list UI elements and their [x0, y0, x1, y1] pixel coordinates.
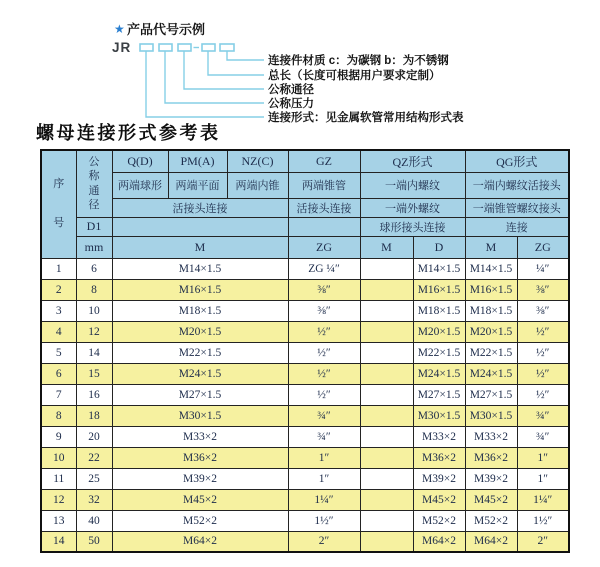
qg-m-cell: M20×1.5 [465, 321, 517, 342]
qg-m-cell: M16×1.5 [465, 279, 517, 300]
dn-cell: 25 [76, 468, 112, 489]
qg-zg-cell: ¾″ [517, 426, 569, 447]
qz-d-cell: M22×1.5 [413, 342, 465, 363]
qg-m-cell: M36×2 [465, 447, 517, 468]
qz-m-cell [360, 447, 413, 468]
zg-cell: ½″ [288, 321, 360, 342]
header-qz-row4: 球形接头连接 [360, 217, 465, 236]
header-qg-row2: 一端内螺纹活接头 [465, 172, 569, 198]
qz-m-cell [360, 468, 413, 489]
leader-line-length [208, 51, 264, 75]
qz-d-cell: M14×1.5 [413, 258, 465, 279]
header-gz-unit: ZG [288, 236, 360, 258]
qz-m-cell [360, 531, 413, 552]
header-qg-u1: M [465, 236, 517, 258]
zg-cell: 1″ [288, 468, 360, 489]
qz-m-cell [360, 489, 413, 510]
qg-zg-cell: ⅜″ [517, 279, 569, 300]
qz-m-cell [360, 384, 413, 405]
label-pressure: 公称压力 [268, 98, 314, 110]
header-qg-row4: 连接 [465, 217, 569, 236]
seq-cell: 6 [41, 363, 76, 384]
seq-cell: 8 [41, 405, 76, 426]
table-row [41, 531, 569, 552]
m-thread-cell: M52×2 [112, 510, 288, 531]
qz-d-cell: M18×1.5 [413, 300, 465, 321]
seq-cell: 12 [41, 489, 76, 510]
qz-d-cell: M64×2 [413, 531, 465, 552]
table-row [41, 363, 569, 384]
dn-cell: 32 [76, 489, 112, 510]
qg-zg-cell: ¼″ [517, 258, 569, 279]
header-d1: D1 [76, 217, 112, 236]
zg-cell: ½″ [288, 342, 360, 363]
leader-line-material [227, 51, 264, 60]
qg-m-cell: M45×2 [465, 489, 517, 510]
qg-zg-cell: ½″ [517, 363, 569, 384]
header-qg-row3: 一端锥管螺纹接头 [465, 198, 569, 217]
qz-d-cell: M20×1.5 [413, 321, 465, 342]
header-qg-code: QG形式 [465, 150, 569, 172]
dn-cell: 8 [76, 279, 112, 300]
qz-m-cell [360, 510, 413, 531]
header-pm-ends: 两端平面 [168, 172, 227, 198]
header-gz-code: GZ [288, 150, 360, 172]
qz-d-cell: M30×1.5 [413, 405, 465, 426]
dn-cell: 14 [76, 342, 112, 363]
code-box-4 [202, 44, 215, 51]
table-row [41, 279, 569, 300]
qg-zg-cell: ½″ [517, 384, 569, 405]
qz-m-cell [360, 300, 413, 321]
qz-m-cell [360, 258, 413, 279]
dn-cell: 16 [76, 384, 112, 405]
m-thread-cell: M20×1.5 [112, 321, 288, 342]
table-row [41, 489, 569, 510]
qz-d-cell: M52×2 [413, 510, 465, 531]
seq-cell: 4 [41, 321, 76, 342]
header-qz-row3: 一端外螺纹 [360, 198, 465, 217]
m-thread-cell: M39×2 [112, 468, 288, 489]
header-dn: 公称通径 [76, 150, 112, 217]
qz-m-cell [360, 405, 413, 426]
zg-cell: ¾″ [288, 426, 360, 447]
dn-cell: 15 [76, 363, 112, 384]
header-gz-conn: 活接头连接 [288, 198, 360, 217]
seq-cell: 9 [41, 426, 76, 447]
header-m-unit: M [112, 236, 288, 258]
table-row [41, 321, 569, 342]
header-seq: 序号 [41, 150, 76, 258]
m-thread-cell: M33×2 [112, 426, 288, 447]
m-thread-cell: M45×2 [112, 489, 288, 510]
seq-cell: 2 [41, 279, 76, 300]
seq-cell: 3 [41, 300, 76, 321]
table-row [41, 468, 569, 489]
qg-zg-cell: ¾″ [517, 405, 569, 426]
header-qz-code: QZ形式 [360, 150, 465, 172]
zg-cell: ZG ¼″ [288, 258, 360, 279]
nut-connection-table [40, 149, 570, 553]
table-row [41, 447, 569, 468]
zg-cell: ½″ [288, 384, 360, 405]
qz-m-cell [360, 279, 413, 300]
header-q-code: Q(D) [112, 150, 168, 172]
m-thread-cell: M36×2 [112, 447, 288, 468]
dn-cell: 18 [76, 405, 112, 426]
dn-cell: 22 [76, 447, 112, 468]
zg-cell: ½″ [288, 363, 360, 384]
m-thread-cell: M22×1.5 [112, 342, 288, 363]
qz-d-cell: M39×2 [413, 468, 465, 489]
zg-cell: ¾″ [288, 405, 360, 426]
qz-m-cell [360, 342, 413, 363]
qg-m-cell: M64×2 [465, 531, 517, 552]
zg-cell: 2″ [288, 531, 360, 552]
code-box-2 [159, 44, 172, 51]
leader-line-pressure [165, 51, 264, 103]
table-row [41, 510, 569, 531]
label-material: 连接件材质 c：为碳钢 b：为不锈钢 [268, 55, 449, 67]
diagram-heading: 产品代号示例 [127, 22, 206, 37]
qg-zg-cell: 2″ [517, 531, 569, 552]
m-thread-cell: M24×1.5 [112, 363, 288, 384]
header-qz-u1: M [360, 236, 413, 258]
qz-m-cell [360, 321, 413, 342]
table-row [41, 342, 569, 363]
seq-cell: 11 [41, 468, 76, 489]
zg-cell: 1″ [288, 447, 360, 468]
table-row [41, 405, 569, 426]
qz-d-cell: M24×1.5 [413, 363, 465, 384]
label-length: 总长（长度可根据用户要求定制） [268, 70, 441, 82]
qz-d-cell: M33×2 [413, 426, 465, 447]
dn-cell: 6 [76, 258, 112, 279]
leader-line-diameter [184, 51, 264, 89]
seq-cell: 13 [41, 510, 76, 531]
table-row [41, 384, 569, 405]
qg-m-cell: M33×2 [465, 426, 517, 447]
header-mm: mm [76, 236, 112, 258]
zg-cell: ⅜″ [288, 279, 360, 300]
table-row [41, 426, 569, 447]
qg-zg-cell: 1¼″ [517, 489, 569, 510]
qz-d-cell: M45×2 [413, 489, 465, 510]
zg-cell: 1¼″ [288, 489, 360, 510]
dn-cell: 12 [76, 321, 112, 342]
m-thread-cell: M18×1.5 [112, 300, 288, 321]
header-blank-qpn [112, 217, 288, 236]
dn-cell: 50 [76, 531, 112, 552]
header-nz-ends: 两端内锥 [227, 172, 288, 198]
code-prefix: JR [112, 40, 132, 55]
m-thread-cell: M27×1.5 [112, 384, 288, 405]
code-box-5 [220, 44, 234, 51]
seq-cell: 10 [41, 447, 76, 468]
label-connection: 连接形式：见金属软管常用结构形式表 [268, 112, 464, 124]
seq-cell: 14 [41, 531, 76, 552]
leader-line-connection [146, 51, 264, 117]
code-box-1 [140, 44, 153, 51]
code-box-3 [178, 44, 191, 51]
qg-m-cell: M27×1.5 [465, 384, 517, 405]
dn-cell: 10 [76, 300, 112, 321]
m-thread-cell: M30×1.5 [112, 405, 288, 426]
qz-m-cell [360, 363, 413, 384]
qg-zg-cell: ½″ [517, 342, 569, 363]
label-diameter: 公称通径 [268, 84, 314, 96]
table-body [41, 258, 569, 552]
dn-cell: 20 [76, 426, 112, 447]
header-qg-u2: ZG [517, 236, 569, 258]
zg-cell: 1½″ [288, 510, 360, 531]
m-thread-cell: M64×2 [112, 531, 288, 552]
seq-cell: 5 [41, 342, 76, 363]
header-qz-u2: D [413, 236, 465, 258]
seq-cell: 7 [41, 384, 76, 405]
qg-m-cell: M22×1.5 [465, 342, 517, 363]
table-title: 螺母连接形式参考表 [36, 123, 221, 144]
header-gz-ends: 两端锥管 [288, 172, 360, 198]
header-blank-gz [288, 217, 360, 236]
header-qpn-conn: 活接头连接 [112, 198, 288, 217]
header-q-ends: 两端球形 [112, 172, 168, 198]
star-icon: ★ [114, 22, 125, 36]
qg-m-cell: M30×1.5 [465, 405, 517, 426]
qg-zg-cell: ⅜″ [517, 300, 569, 321]
seq-cell: 1 [41, 258, 76, 279]
table-header [41, 150, 569, 258]
qg-zg-cell: ½″ [517, 321, 569, 342]
qg-m-cell: M52×2 [465, 510, 517, 531]
header-qz-row2: 一端内螺纹 [360, 172, 465, 198]
header-pm-code: PM(A) [168, 150, 227, 172]
qg-zg-cell: 1″ [517, 447, 569, 468]
dn-cell: 40 [76, 510, 112, 531]
m-thread-cell: M16×1.5 [112, 279, 288, 300]
zg-cell: ⅜″ [288, 300, 360, 321]
qg-m-cell: M39×2 [465, 468, 517, 489]
qz-d-cell: M16×1.5 [413, 279, 465, 300]
header-nz-code: NZ(C) [227, 150, 288, 172]
table-row [41, 300, 569, 321]
table-row [41, 258, 569, 279]
qz-d-cell: M36×2 [413, 447, 465, 468]
qg-zg-cell: 1½″ [517, 510, 569, 531]
qg-zg-cell: 1″ [517, 468, 569, 489]
qg-m-cell: M24×1.5 [465, 363, 517, 384]
qg-m-cell: M14×1.5 [465, 258, 517, 279]
qg-m-cell: M18×1.5 [465, 300, 517, 321]
qz-d-cell: M27×1.5 [413, 384, 465, 405]
qz-m-cell [360, 426, 413, 447]
m-thread-cell: M14×1.5 [112, 258, 288, 279]
